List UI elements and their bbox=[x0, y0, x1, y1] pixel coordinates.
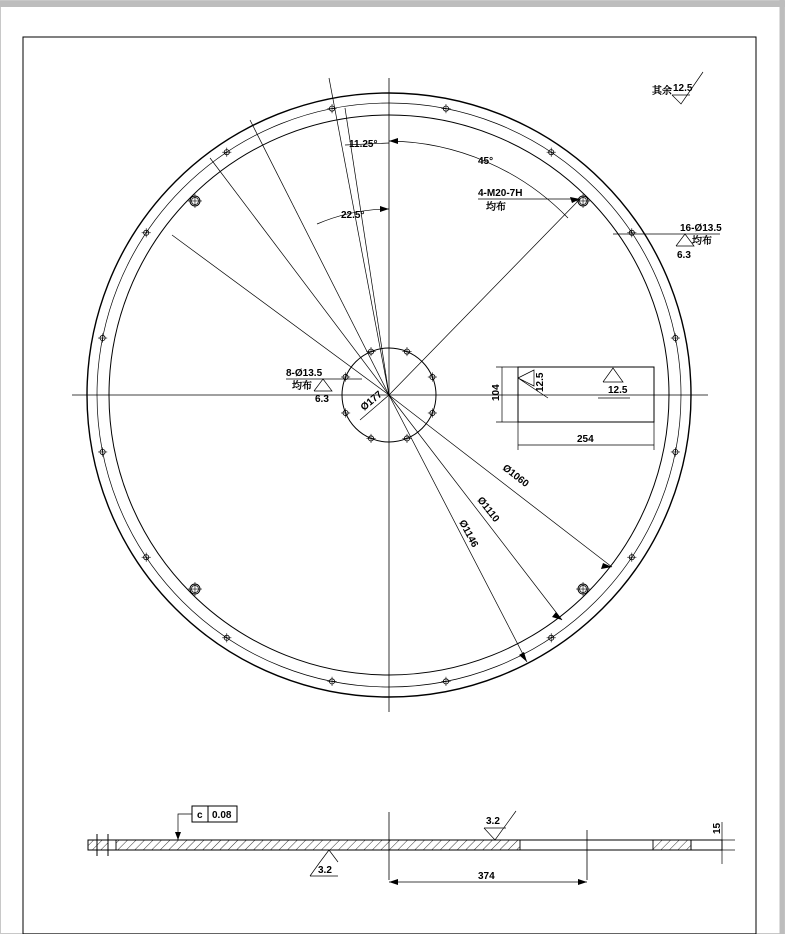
inner-holes-roughness: 6.3 bbox=[315, 394, 329, 405]
inner-hole bbox=[366, 434, 375, 443]
dia-1146-label: Ø1146 bbox=[456, 518, 480, 550]
top-view bbox=[72, 72, 722, 712]
outer-hole bbox=[627, 228, 636, 237]
inner-hole bbox=[341, 372, 350, 381]
threaded-hole bbox=[188, 194, 202, 208]
threaded-hole bbox=[188, 582, 202, 596]
outer-hole bbox=[327, 677, 336, 686]
inner-hole bbox=[402, 347, 411, 356]
thickness-label: 15 bbox=[712, 822, 723, 834]
outer-hole bbox=[671, 447, 680, 456]
inner-hole bbox=[428, 372, 437, 381]
inner-holes-roughness-symbol bbox=[314, 379, 332, 391]
outer-hole bbox=[441, 677, 450, 686]
dia-1110-label: Ø1110 bbox=[474, 495, 502, 525]
arrow-1146 bbox=[519, 652, 527, 662]
slot-height-label: 104 bbox=[491, 384, 502, 401]
length-arrow-right bbox=[578, 879, 587, 885]
inner-holes-line1: 8-Ø13.5 bbox=[286, 368, 323, 379]
outer-hole bbox=[547, 633, 556, 642]
leader-d1110 bbox=[389, 395, 562, 620]
inner-hole bbox=[341, 408, 350, 417]
threaded-callout-line2: 均布 bbox=[486, 202, 506, 213]
angle-11-label: 11.25° bbox=[349, 139, 378, 150]
section-view bbox=[88, 806, 735, 885]
inner-hole bbox=[428, 408, 437, 417]
tolerance-arrow bbox=[175, 832, 181, 840]
slot-roughness-right-symbol bbox=[603, 368, 623, 382]
leader-hole-a bbox=[210, 158, 389, 395]
tolerance-symbol: c bbox=[197, 810, 203, 821]
threaded-callout-line1: 4-M20-7H bbox=[478, 188, 523, 199]
outer-holes-line1: 16-Ø13.5 bbox=[680, 223, 722, 234]
leader-threaded bbox=[389, 199, 580, 395]
leader-d1060 bbox=[389, 395, 612, 567]
section-roughness-bottom: 3.2 bbox=[318, 865, 332, 876]
leader-d1146 bbox=[389, 395, 527, 662]
leader-11deg bbox=[329, 78, 389, 395]
section-hatch-right bbox=[653, 840, 691, 850]
tolerance-leader bbox=[178, 814, 192, 840]
arrow-45 bbox=[389, 138, 398, 144]
length-arrow-left bbox=[389, 879, 398, 885]
outer-hole bbox=[142, 553, 151, 562]
section-roughness-top: 3.2 bbox=[486, 816, 500, 827]
slot-roughness-left: 12.5 bbox=[535, 372, 546, 392]
dia-1060-label: Ø1060 bbox=[500, 462, 531, 490]
length-label: 374 bbox=[478, 871, 495, 882]
outer-holes-line2: 均布 bbox=[692, 236, 712, 247]
arc-45 bbox=[389, 141, 568, 218]
outer-hole bbox=[142, 228, 151, 237]
outer-hole bbox=[671, 333, 680, 342]
arrow-22 bbox=[380, 206, 389, 212]
slot-width-label: 254 bbox=[577, 434, 594, 445]
drawing-frame bbox=[23, 37, 756, 934]
roughness-note-value: 12.5 bbox=[673, 83, 693, 94]
inner-hole bbox=[366, 347, 375, 356]
slot-roughness-right: 12.5 bbox=[608, 385, 628, 396]
threaded-hole bbox=[576, 582, 590, 596]
outer-hole bbox=[441, 104, 450, 113]
tolerance-value: 0.08 bbox=[212, 810, 232, 821]
angle-22-label: 22.5° bbox=[341, 210, 365, 221]
inner-hole bbox=[402, 434, 411, 443]
dia-177-label: Ø177 bbox=[358, 389, 385, 414]
outer-hole bbox=[98, 447, 107, 456]
outer-hole bbox=[222, 148, 231, 157]
outer-hole bbox=[98, 333, 107, 342]
outer-hole bbox=[222, 633, 231, 642]
roughness-note-prefix: 其余 bbox=[652, 86, 672, 97]
inner-holes-line2: 均布 bbox=[292, 381, 312, 392]
outer-holes-roughness: 6.3 bbox=[677, 250, 691, 261]
section-hatch-edge bbox=[88, 840, 108, 850]
outer-hole bbox=[547, 148, 556, 157]
outer-hole bbox=[627, 553, 636, 562]
section-roughness-bottom-symbol bbox=[320, 850, 338, 862]
angle-45-label: 45° bbox=[478, 156, 494, 167]
section-hatch-left bbox=[116, 840, 520, 850]
leader-hole-b bbox=[172, 235, 389, 395]
